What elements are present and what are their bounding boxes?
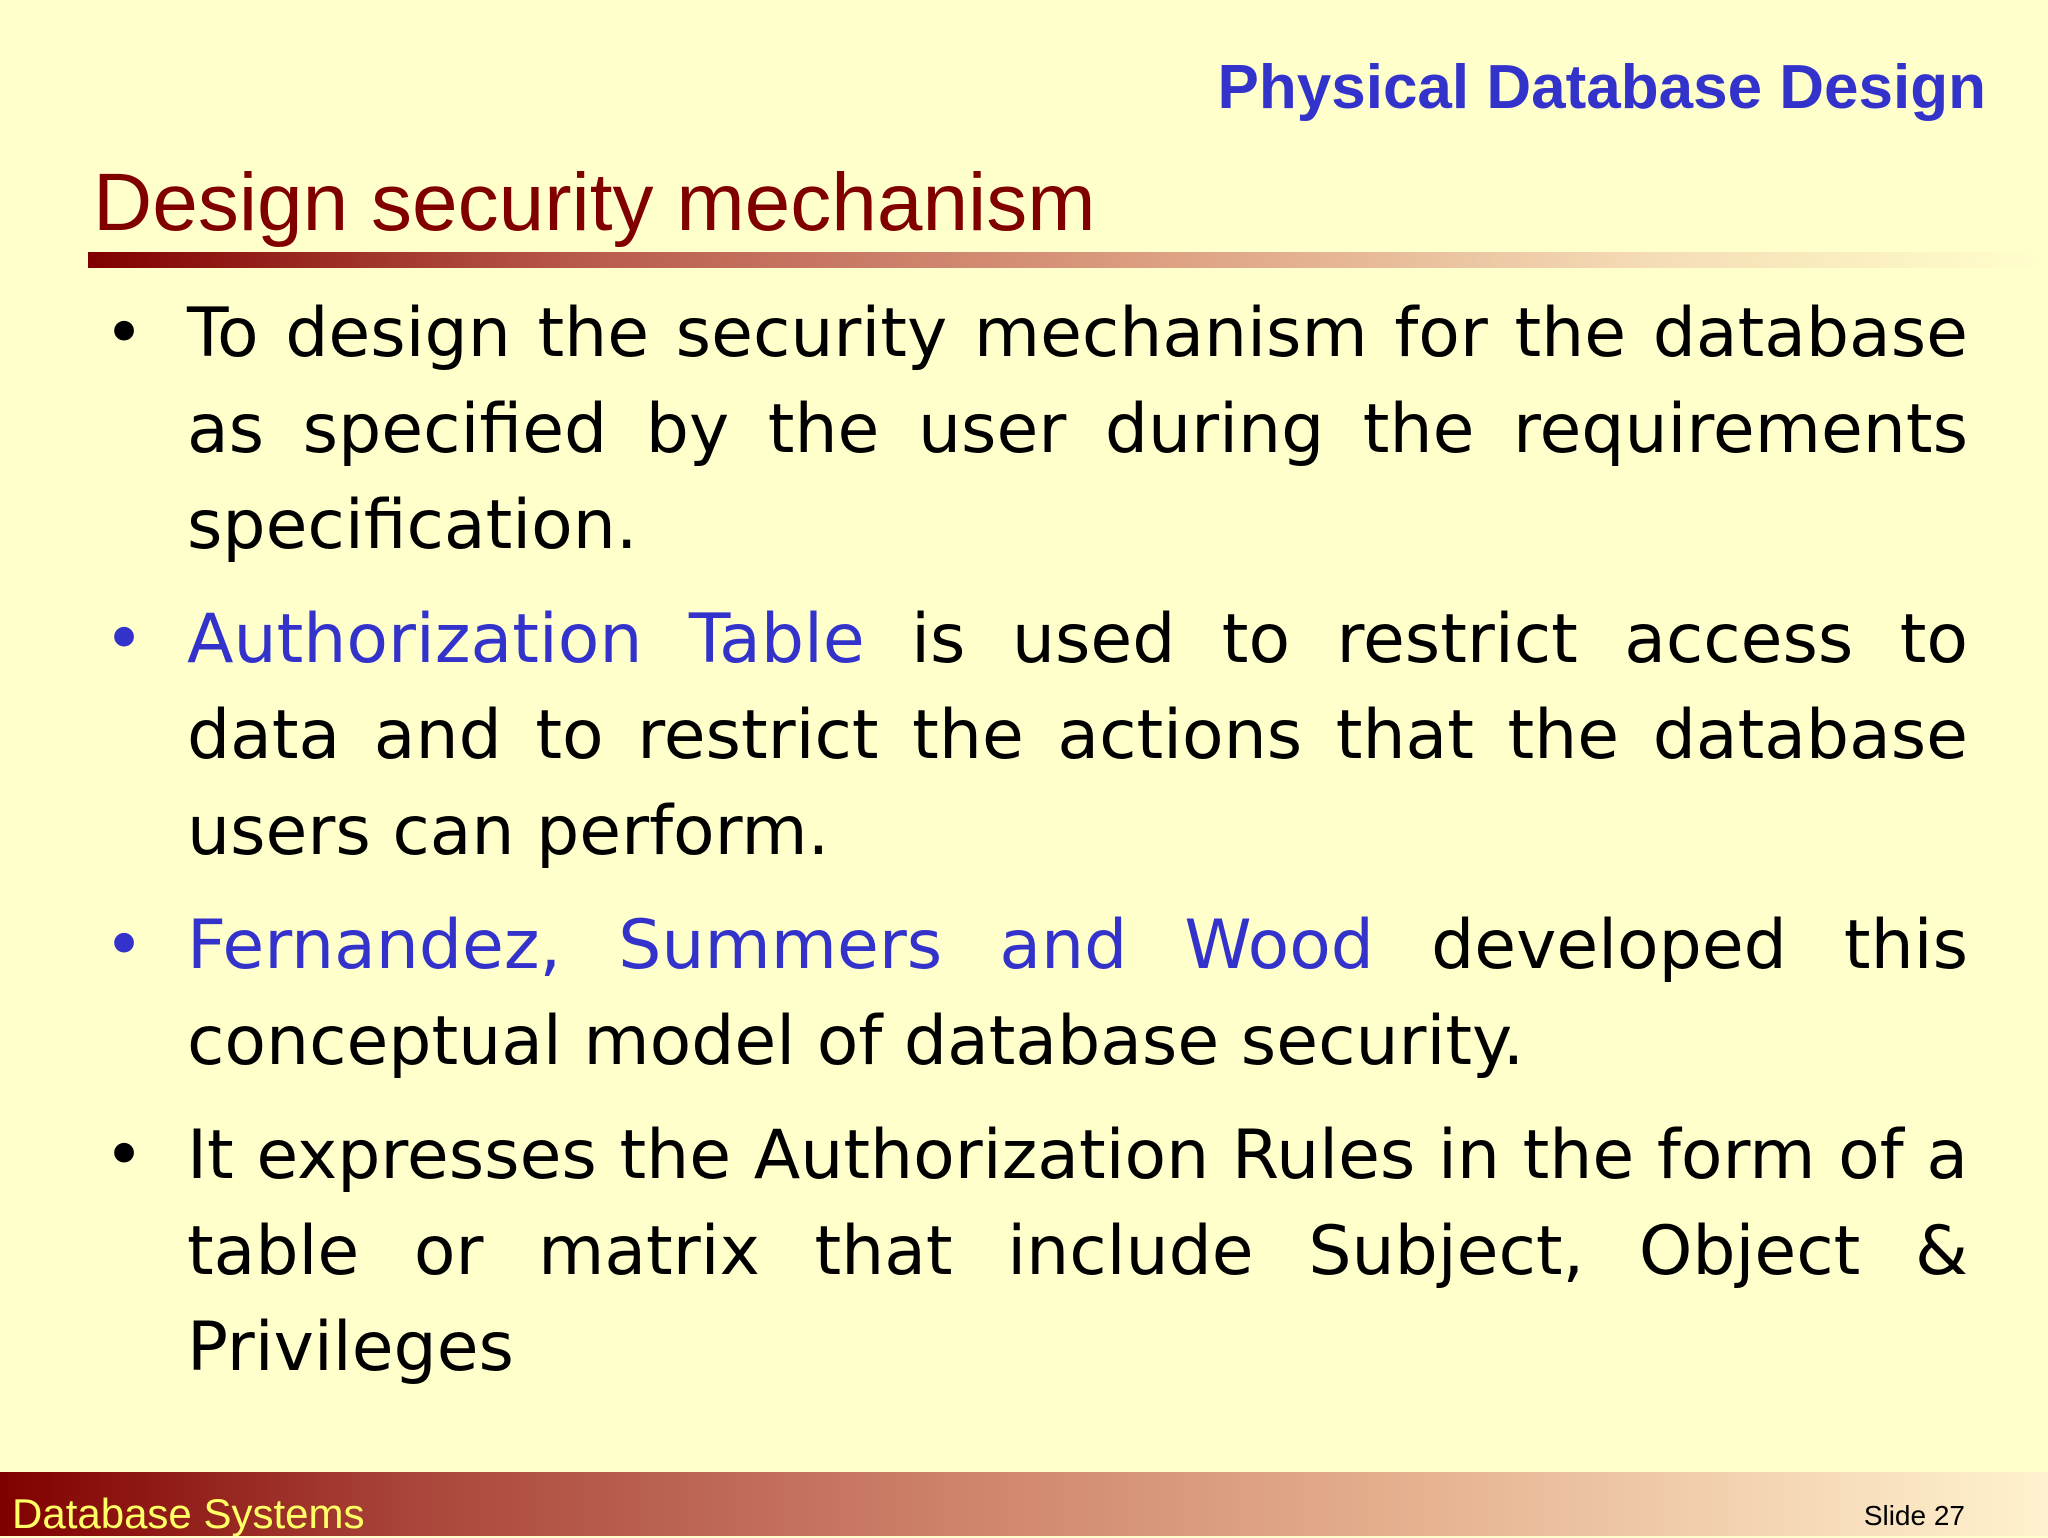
bullet-text: is used to restrict access to data and to restrict the actions that the database users can perform. bbox=[187, 600, 1969, 871]
header-title: Physical Database Design bbox=[1217, 53, 1986, 122]
bullet-list bbox=[104, 286, 1968, 1414]
slide-title: Design security mechanism bbox=[93, 157, 1096, 248]
title-divider bbox=[88, 252, 2048, 268]
bullet-highlight: Fernandez, Summers and Wood bbox=[187, 906, 1374, 985]
bullet-text: It expresses the Authorization Rules in the form of a table or matrix that include Subject, Object & Privileges bbox=[187, 1116, 1968, 1387]
bullet-item bbox=[104, 1108, 1968, 1396]
bullet-item bbox=[104, 286, 1968, 574]
bullet-item bbox=[104, 592, 1968, 880]
bullet-dot-icon: • bbox=[104, 600, 145, 679]
bullet-item bbox=[104, 898, 1968, 1090]
bullet-dot-icon: • bbox=[104, 1116, 145, 1195]
bullet-highlight: Authorization Table bbox=[187, 600, 865, 679]
footer-slide-number: Slide 27 bbox=[1863, 1500, 1965, 1531]
bullet-dot-icon: • bbox=[104, 906, 145, 985]
bullet-dot-icon: • bbox=[104, 294, 145, 373]
bullet-text: To design the security mechanism for the database as specified by the user during the requirements specification. bbox=[187, 294, 1968, 565]
bullet-text: developed this conceptual model of database security. bbox=[187, 906, 1968, 1081]
footer-course-name: Database Systems bbox=[12, 1490, 365, 1537]
